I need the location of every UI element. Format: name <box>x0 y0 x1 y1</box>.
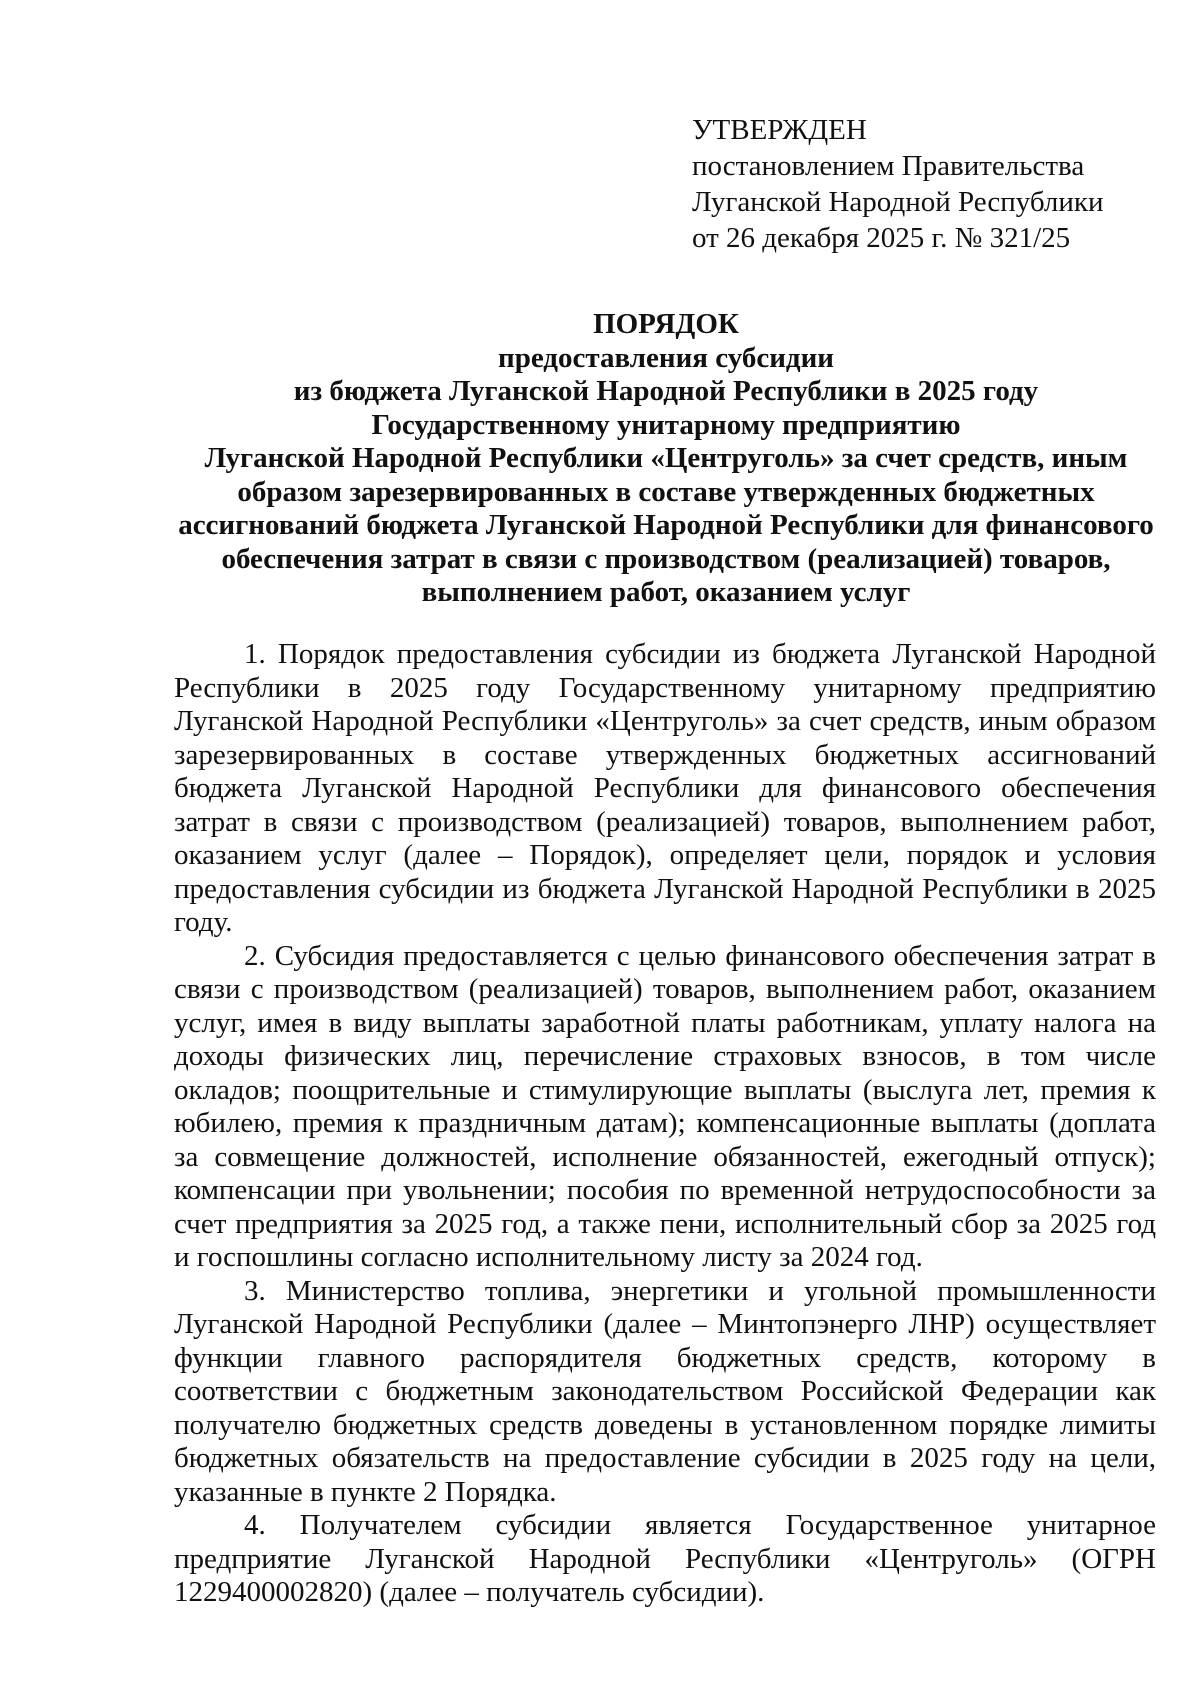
approval-line: Луганской Народной Республики <box>692 186 1104 218</box>
title-line: Государственному унитарному предприятию <box>371 408 961 441</box>
title-line: предоставления субсидии <box>497 341 835 374</box>
title-line: Луганской Народной Республики «Центруголь» за счет средств, иным <box>204 442 1128 474</box>
title-line: обеспечения затрат в связи с производством (реализацией) товаров, <box>221 542 1111 575</box>
document-body <box>174 638 1156 1610</box>
approval-heading: УТВЕРЖДЕН <box>692 114 867 146</box>
paragraph-2: 2. Субсидия предоставляется с целью финансового обеспечения затрат в связи с производством (реализацией) товаров, выполнением работ, оказанием услуг, имея в виду выплаты заработной платы работникам, уплату налога на доходы физических лиц, перечисление страховых взносов, в том числе окладов; поощрительные и стимулирующие выплаты (выслуга лет, премия к юбилею, премия к праздничным датам); компенсационные выплаты (доплата за совмещение должностей, исполнение обязанностей, ежегодный отпуск); компенсации при увольнении; пособия по временной нетрудоспособности за счет предприятия за 2025 год, а также пени, исполнительный сбор за 2025 год и госпошлины согласно исполнительному листу за 2024 год. <box>174 939 1156 1273</box>
title-heading: ПОРЯДОК <box>593 308 739 340</box>
approval-date-number: от 26 декабря 2025 г. № 321/25 <box>692 222 1071 254</box>
paragraph-4: 4. Получателем субсидии является Государственное унитарное предприятие Луганской Народной Республики «Центруголь» (ОГРН 1229400002820) (далее – получатель субсидии). <box>174 1509 1156 1608</box>
title-line: выполнением работ, оказанием услуг <box>421 576 911 608</box>
title-line: из бюджета Луганской Народной Республики в 2025 году <box>293 375 1039 407</box>
document-title <box>170 308 1162 610</box>
title-line: ассигнований бюджета Луганской Народной Республики для финансового <box>178 509 1154 541</box>
approval-stamp <box>692 112 1162 256</box>
title-line: образом зарезервированных в составе утвержденных бюджетных <box>237 475 1095 508</box>
paragraph-1: 1. Порядок предоставления субсидии из бюджета Луганской Народной Республики в 2025 году Государственному унитарному предприятию Луганской Народной Республики «Центруголь» за счет средств, иным образом зарезервированных в составе утвержденных бюджетных ассигнований бюджета Луганской Народной Республики для финансового обеспечения затрат в связи с производством (реализацией) товаров, выполнением работ, оказанием услуг (далее – Порядок), определяет цели, порядок и условия предоставления субсидии из бюджета Луганской Народной Республики в 2025 году. <box>174 638 1156 938</box>
paragraph-3: 3. Министерство топлива, энергетики и угольной промышленности Луганской Народной Республики (далее – Минтопэнерго ЛНР) осуществляет функции главного распорядителя бюджетных средств, которому в соответствии с бюджетным законодательством Российской Федерации как получателю бюджетных средств доведены в установленном порядке лимиты бюджетных обязательств на предоставление субсидии в 2025 году на цели, указанные в пункте 2 Порядка. <box>174 1274 1156 1508</box>
approval-line: постановлением Правительства <box>692 150 1085 182</box>
